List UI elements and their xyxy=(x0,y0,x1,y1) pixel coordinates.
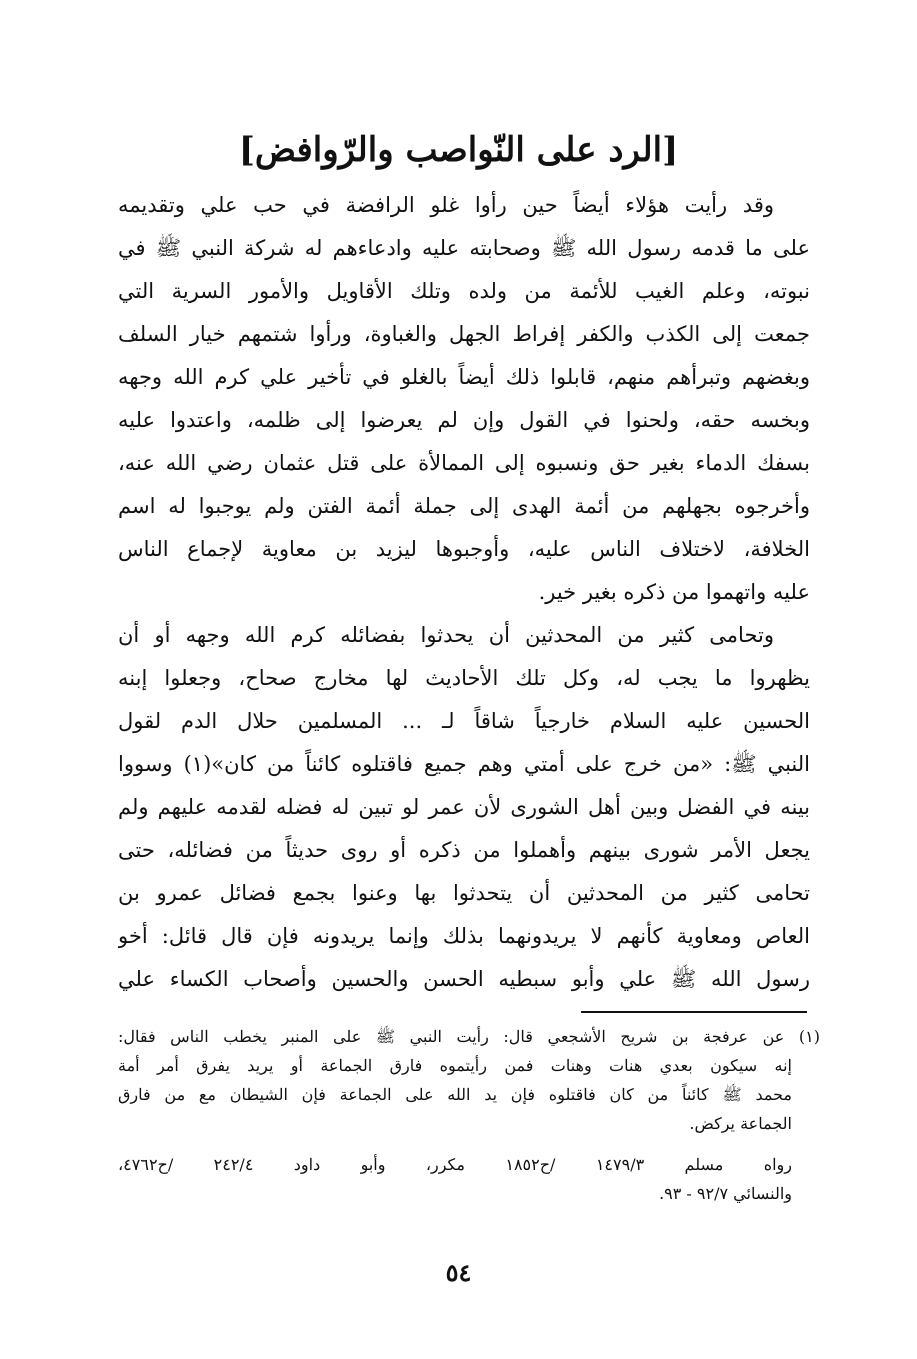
footnotes xyxy=(118,1022,820,1208)
footnote-line: رواه مسلم ١٤٧٩/٣ /ح١٨٥٢ مكرر، وأبو داود ٢٤٢/٤ /ح٤٧٦٢، xyxy=(118,1155,792,1174)
body-line: بسفك الدماء بغير حق ونسبوه إلى الممالأة على قتل عثمان رضي الله عنه، xyxy=(118,451,810,475)
page-number: ٥٤ xyxy=(445,1258,472,1287)
body-line: وبغضهم وتبرأهم منهم، قابلوا ذلك أيضاً بالغلو في تأخير علي كرم الله وجهه xyxy=(118,365,810,389)
footnote-line: الجماعة يركض. xyxy=(689,1114,792,1133)
footnote-line: إنه سيكون بعدي هنات وهنات فمن رأيتموه فارق الجماعة أو يريد يفرق أمر أمة xyxy=(118,1056,792,1075)
body-line: الخلافة، لاختلاف الناس عليه، وأوجبوها ليزيد بن معاوية لإجماع الناس xyxy=(118,537,810,561)
body-line: النبي ﷺ: «من خرج على أمتي وهم جميع فاقتلوه كائناً من كان»(١) وسووا xyxy=(118,752,810,776)
body-line: عليه واتهموا من ذكره بغير خير. xyxy=(538,580,810,604)
body-line: تحامى كثير من المحدثين أن يتحدثوا بها وعنوا بجمع فضائل عمرو بن xyxy=(118,881,810,905)
body-text xyxy=(118,184,810,1001)
section-heading: [الرد على النّواصب والرّوافض] xyxy=(238,130,679,170)
body-line: نبوته، وعلم الغيب للأئمة من ولده وتلك الأقاويل والأمور السرية التي xyxy=(118,279,810,303)
body-line: على ما قدمه رسول الله ﷺ وصحابته عليه وادعاءهم له شركة النبي ﷺ في xyxy=(118,236,810,260)
footnote-divider xyxy=(581,1011,807,1013)
body-line: يظهروا ما يجب له، وكل تلك الأحاديث لها مخارج صحاح، وجعلوا إبنه xyxy=(118,666,810,690)
footnote-line: محمد ﷺ كائناً من كان فاقتلوه فإن يد الله على الجماعة فإن الشيطان مع من فارق xyxy=(118,1085,792,1104)
body-line: وأخرجوه بجهلهم من أئمة الهدى إلى جملة أئمة الفتن ولم يوجبوا له اسم xyxy=(118,494,810,518)
body-line: بينه في الفضل وبين أهل الشورى لأن عمر لو تبين له فضله لقدمه عليهم ولم xyxy=(118,795,810,819)
body-line: العاص ومعاوية كأنهم لا يريدونهما بذلك وإنما يريدونه فإن قال قائل: أخو xyxy=(118,924,810,948)
body-line: رسول الله ﷺ علي وأبو سبطيه الحسن والحسين وأصحاب الكساء علي xyxy=(118,967,810,991)
body-line: جمعت إلى الكذب والكفر إفراط الجهل والغباوة، ورأوا شتمهم خيار السلف xyxy=(118,322,810,346)
body-line: الحسين عليه السلام خارجياً شاقاً لـ ... المسلمين حلال الدم لقول xyxy=(118,709,810,733)
footnote-line: (١) عن عرفجة بن شريح الأشجعي قال: رأيت النبي ﷺ على المنبر يخطب الناس فقال: xyxy=(118,1027,820,1046)
body-line: وتحامى كثير من المحدثين أن يحدثوا بفضائله كرم الله وجهه أو أن xyxy=(118,623,774,647)
footnote-line: والنسائي ٩٢/٧ - ٩٣. xyxy=(659,1184,792,1203)
body-line: يجعل الأمر شورى بينهم وأهملوا من ذكره أو روى حديثاً من فضائله، حتى xyxy=(118,838,810,862)
body-line: وقد رأيت هؤلاء أيضاً حين رأوا غلو الرافضة في حب علي وتقديمه xyxy=(118,193,774,217)
body-line: وبخسه حقه، ولحنوا في القول وإن لم يعرضوا إلى ظلمه، واعتدوا عليه xyxy=(118,408,810,432)
